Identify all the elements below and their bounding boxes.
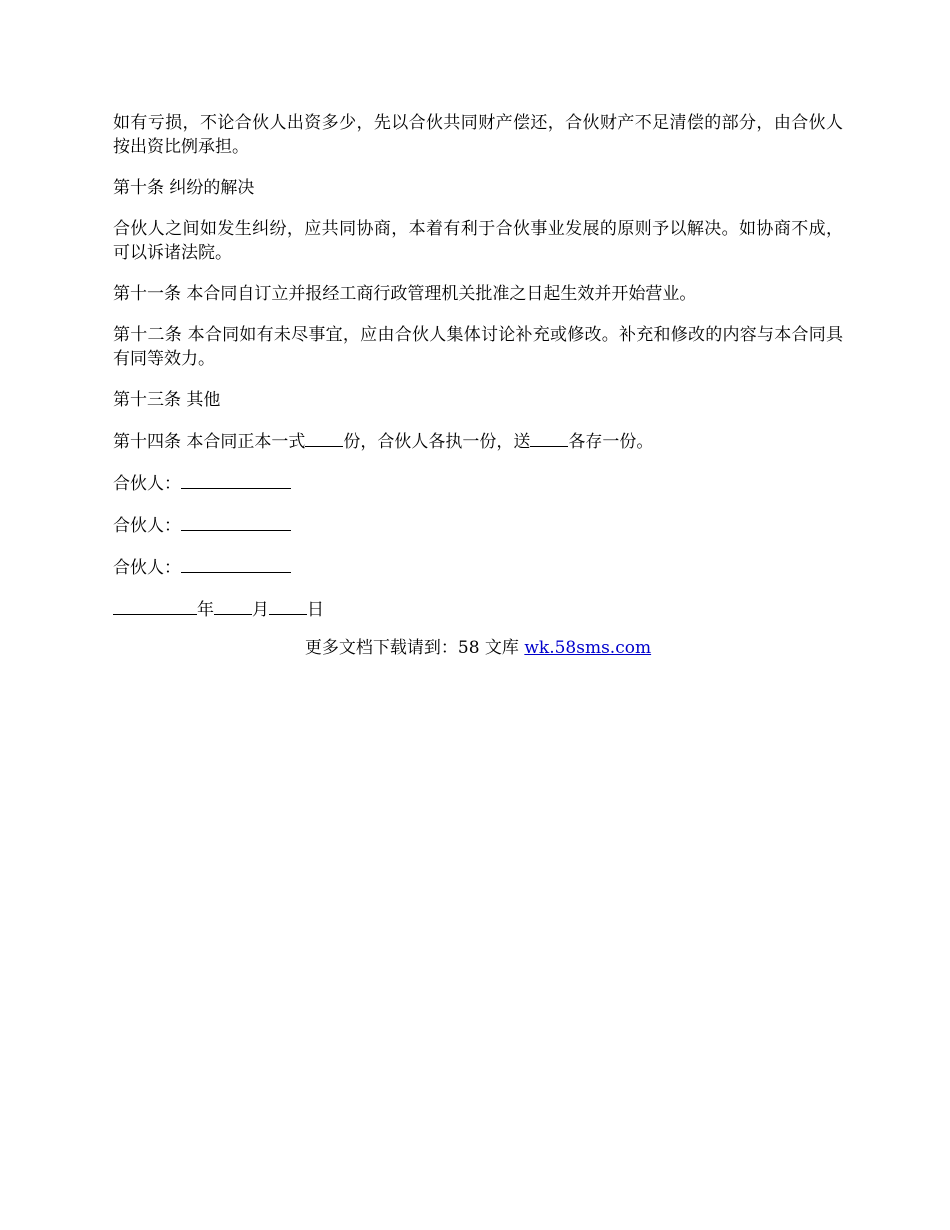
signature-blank [181,555,291,573]
copies-blank [305,429,343,447]
month-blank [214,597,252,615]
day-blank [269,597,307,615]
year-blank [113,597,197,615]
recipient-blank [530,429,568,447]
article-14-part3: 各存一份。 [568,432,654,452]
year-label: 年 [197,600,214,620]
paragraph-dispute-resolution: 合伙人之间如发生纠纷，应共同协商，本着有利于合伙事业发展的原则予以解决。如协商不成，可以诉诸法院。 [113,219,843,263]
footer-text: 更多文档下载请到：58 文库 [304,638,525,658]
article-12: 第十二条 本合同如有未尽事宜，应由合伙人集体讨论补充或修改。补充和修改的内容与本合同具有同等效力。 [113,325,843,369]
article-14-part2: 份，合伙人各执一份，送 [343,432,531,452]
signature-line-2 [113,513,843,538]
signature-line-3 [113,555,843,580]
article-13: 第十三条 其他 [113,390,221,410]
date-line [113,597,843,622]
signature-blank [181,471,291,489]
signature-label: 合伙人： [113,516,181,536]
footer [113,636,843,660]
signature-blank [181,513,291,531]
signature-label: 合伙人： [113,558,181,578]
article-11: 第十一条 本合同自订立并报经工商行政管理机关批准之日起生效并开始营业。 [113,284,697,304]
day-label: 日 [307,600,324,620]
signature-label: 合伙人： [113,474,181,494]
month-label: 月 [252,600,269,620]
footer-link[interactable]: wk.58sms.com [524,638,652,658]
article-14-part1: 第十四条 本合同正本一式 [113,432,306,452]
article-14 [113,429,843,454]
signature-line-1 [113,471,843,496]
article-10-heading: 第十条 纠纷的解决 [113,178,255,198]
paragraph-loss-sharing: 如有亏损，不论合伙人出资多少，先以合伙共同财产偿还，合伙财产不足清偿的部分，由合伙人按出资比例承担。 [113,113,843,157]
document-body [113,111,843,677]
